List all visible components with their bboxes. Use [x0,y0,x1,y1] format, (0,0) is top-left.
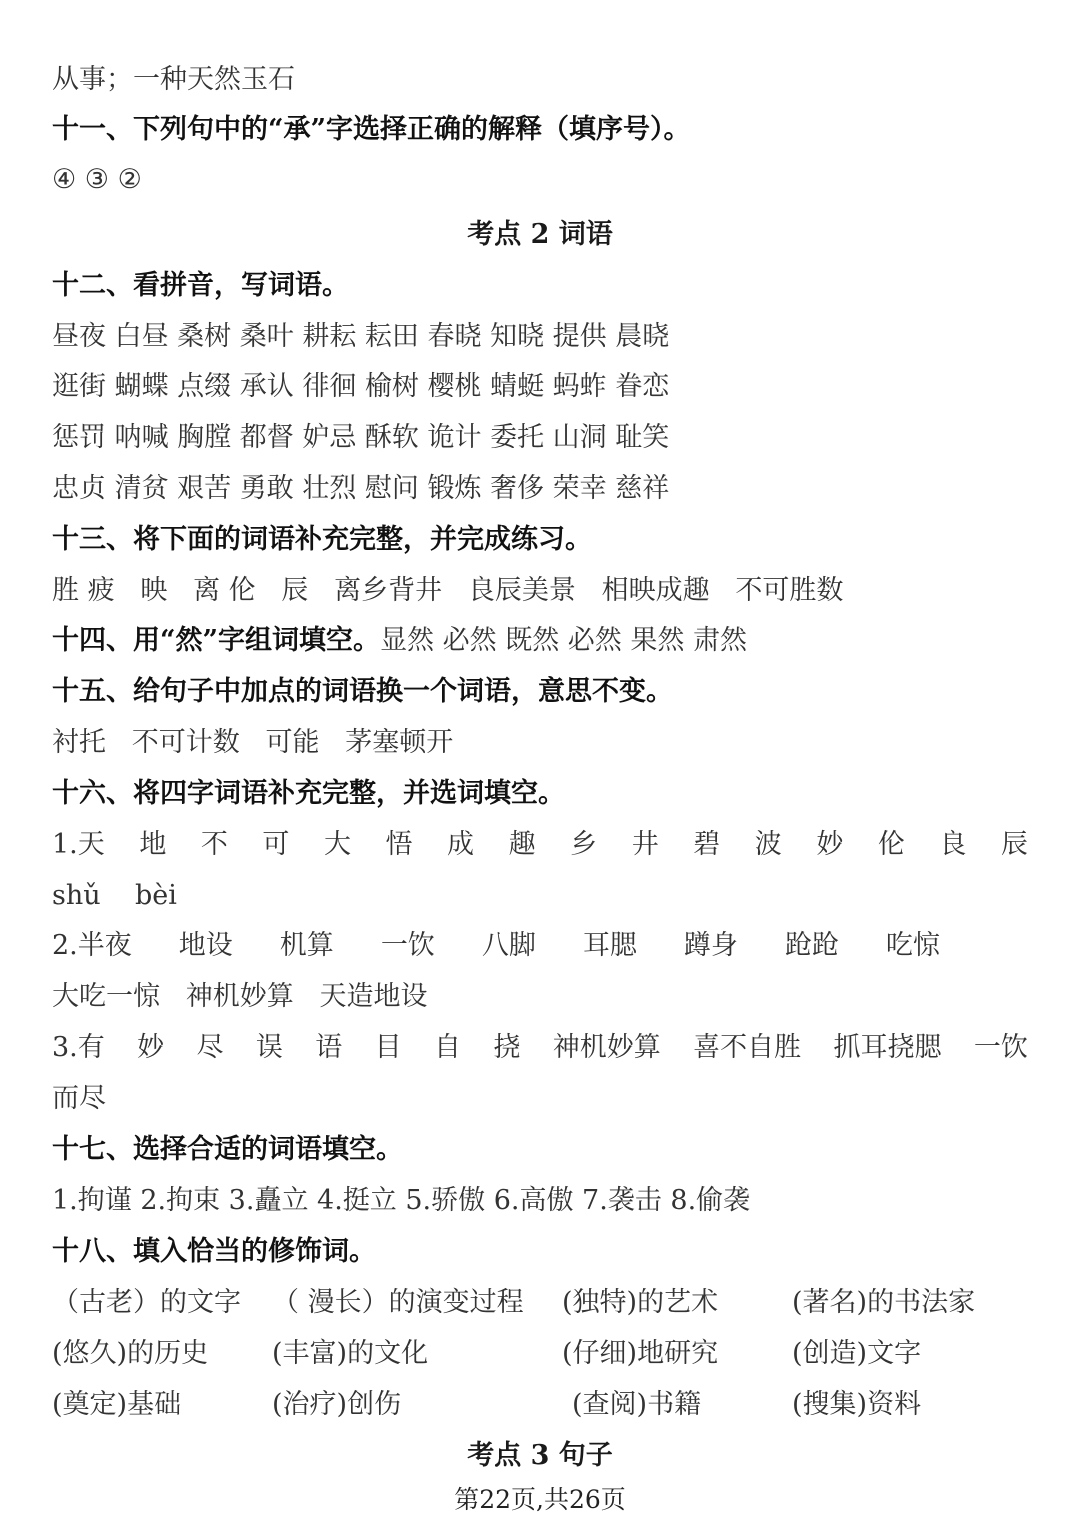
question-18-row-3 [52,1385,1040,1425]
modifier-phrase: (悠久)的历史 [52,1338,209,1369]
question-13-answer: 胜 疲 映 离 伦 辰 离乡背井 良辰美景 相映成趣 不可胜数 [52,575,844,606]
word-fragment: 语 [315,1032,343,1063]
question-12-row-2: 逛街 蝴蝶 点缀 承认 徘徊 榆树 樱桃 蜻蜓 蚂蚱 眷恋 [52,371,670,402]
word-fragment: 耳腮 [582,930,637,961]
word-fragment: 辰 [1000,829,1028,860]
question-14-line [52,621,1040,661]
word-fragment: 可 [262,829,290,860]
modifier-phrase: (搜集)资料 [792,1389,922,1420]
word-fragment: 一饮 [380,930,435,961]
answer-line-jade: 从事；一种天然玉石 [52,64,295,95]
question-16-heading: 十六、将四字词语补充完整，并选词填空。 [52,778,565,809]
question-11-answer: ④ ③ ② [52,164,142,195]
word-fragment: 蹲身 [683,930,738,961]
question-16-part-3 [52,1028,1028,1068]
word-fragment: 跄跄 [784,930,839,961]
word-fragment: 吃惊 [885,930,940,961]
word-fragment: 地 [139,829,167,860]
word-fragment: 良 [939,829,967,860]
question-16-part-3-continued: 而尽 [52,1083,106,1114]
word-fragment: 尽 [196,1032,224,1063]
question-17-heading: 十七、选择合适的词语填空。 [52,1134,403,1165]
word-fragment: 妙 [137,1032,165,1063]
word-fragment: 机算 [279,930,334,961]
question-18-heading: 十八、填入恰当的修饰词。 [52,1236,376,1267]
word-fragment: 神机妙算 [552,1032,661,1063]
question-17-answer: 1.拘谨 2.拘束 3.矗立 4.挺立 5.骄傲 6.高傲 7.袭击 8.偷袭 [52,1185,751,1216]
word-fragment: 八脚 [481,930,536,961]
question-13-heading: 十三、将下面的词语补充完整，并完成练习。 [52,524,592,555]
word-fragment: 碧 [693,829,721,860]
word-fragment: 2.半夜 [52,930,132,961]
question-16-pinyin: shǔ bèi [52,880,177,911]
word-fragment: 波 [754,829,782,860]
question-15-answer: 衬托 不可计数 可能 茅塞顿开 [52,727,454,758]
question-18-row-2 [52,1334,1040,1374]
word-fragment: 误 [255,1032,283,1063]
modifier-phrase: (奠定)基础 [52,1389,182,1420]
question-15-heading: 十五、给句子中加点的词语换一个词语，意思不变。 [52,676,673,707]
word-fragment: 抓耳挠腮 [833,1032,942,1063]
question-12-heading: 十二、看拼音，写词语。 [52,270,349,301]
modifier-phrase: (查阅)书籍 [572,1389,702,1420]
word-fragment: 地设 [178,930,233,961]
word-fragment: 大 [323,829,351,860]
modifier-phrase: (独特)的艺术 [562,1287,719,1318]
word-fragment: 井 [631,829,659,860]
question-16-part-2-answer: 大吃一惊 神机妙算 天造地设 [52,981,428,1012]
word-fragment: 1.天 [52,829,105,860]
word-fragment: 挠 [493,1032,521,1063]
word-fragment: 3.有 [52,1032,105,1063]
word-fragment: 悟 [385,829,413,860]
word-fragment: 成 [447,829,475,860]
word-fragment: 一饮 [973,1032,1028,1063]
word-fragment: 伦 [877,829,905,860]
word-fragment: 自 [434,1032,462,1063]
page-number-footer: 第22页,共26页 [454,1485,626,1514]
modifier-phrase: (丰富)的文化 [272,1338,429,1369]
word-fragment: 妙 [816,829,844,860]
question-14-answer: 显然 必然 既然 必然 果然 肃然 [380,625,747,656]
modifier-phrase: (仔细)地研究 [562,1338,719,1369]
modifier-phrase: (著名)的书法家 [792,1287,976,1318]
question-16-part-2 [52,926,940,966]
question-12-row-4: 忠贞 清贫 艰苦 勇敢 壮烈 慰问 锻炼 奢侈 荣幸 慈祥 [52,473,670,504]
question-18-row-1 [52,1283,1040,1323]
word-fragment: 目 [374,1032,402,1063]
question-12-row-1: 昼夜 白昼 桑树 桑叶 耕耘 耘田 春晓 知晓 提供 晨晓 [52,321,670,352]
section-title-sentences: 考点 3 句子 [467,1440,613,1471]
modifier-phrase: (创造)文字 [792,1338,922,1369]
question-16-part-1 [52,825,1028,865]
word-fragment: 喜不自胜 [693,1032,802,1063]
question-11-heading: 十一、下列句中的“承”字选择正确的解释（填序号）。 [52,114,691,145]
modifier-phrase: (治疗)创伤 [272,1389,402,1420]
question-14-heading: 十四、用“然”字组词填空。 [52,625,381,656]
word-fragment: 趣 [508,829,536,860]
section-title-words: 考点 2 词语 [467,219,613,250]
word-fragment: 乡 [570,829,598,860]
word-fragment: 不 [200,829,228,860]
question-12-row-3: 惩罚 呐喊 胸膛 都督 妒忌 酥软 诡计 委托 山洞 耻笑 [52,422,670,453]
modifier-phrase: （ 漫长）的演变过程 [272,1287,524,1318]
modifier-phrase: （古老）的文字 [52,1287,241,1318]
